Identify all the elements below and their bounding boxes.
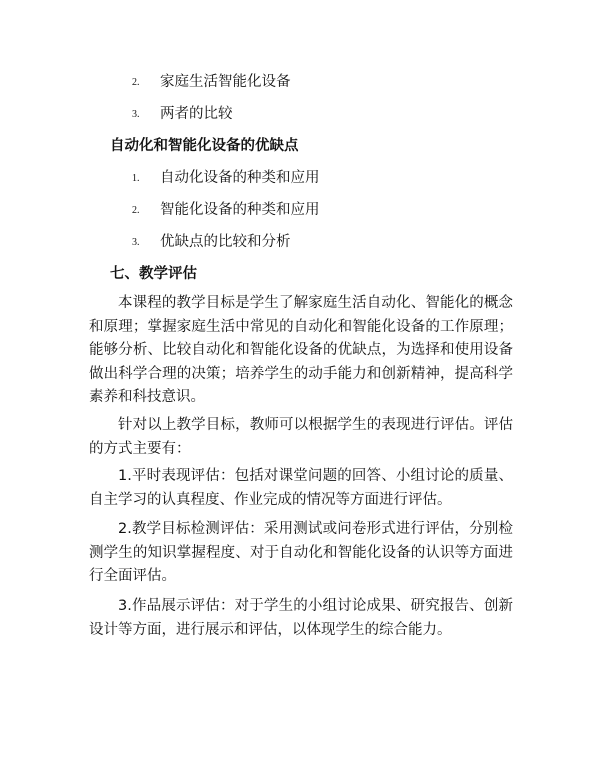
- list-number: 2.: [132, 77, 140, 88]
- list-item: [132, 104, 233, 125]
- list-number: 3.: [132, 109, 140, 120]
- subheading-pros-cons: 自动化和智能化设备的优缺点: [110, 138, 299, 154]
- list-item: [132, 72, 291, 93]
- section-heading-evaluation: 七、教学评估: [110, 266, 197, 282]
- list-text: 两者的比较: [160, 106, 233, 122]
- list-item: [132, 232, 291, 253]
- list-number: 1.: [132, 173, 140, 184]
- list-item: [132, 168, 320, 189]
- paragraph-evaluation-3: 3.作品展示评估：对于学生的小组讨论成果、研究报告、创新设计等方面，进行展示和评估，以体现学生的综合能力。: [89, 598, 513, 638]
- paragraph-evaluation-2: 2.教学目标检测评估：采用测试或问卷形式进行评估，分别检测学生的知识掌握程度、对于自动化和智能化设备的认识等方面进行全面评估。: [89, 521, 513, 584]
- list-text: 自动化设备的种类和应用: [160, 170, 320, 186]
- list-text: 优缺点的比较和分析: [160, 234, 291, 250]
- list-text: 家庭生活智能化设备: [160, 74, 291, 90]
- list-item: [132, 200, 320, 221]
- paragraph-evaluation-1: 1.平时表现评估：包括对课堂问题的回答、小组讨论的质量、自主学习的认真程度、作业完成的情况等方面进行评估。: [89, 468, 513, 508]
- list-number: 3.: [132, 237, 140, 248]
- paragraph-evaluation-intro: 针对以上教学目标，教师可以根据学生的表现进行评估。评估的方式主要有：: [89, 417, 513, 457]
- paragraph-objectives: 本课程的教学目标是学生了解家庭生活自动化、智能化的概念和原理；掌握家庭生活中常见的自动化和智能化设备的工作原理；能够分析、比较自动化和智能化设备的优缺点，为选择和使用设备做出科学合理的决策；培养学生的动手能力和创新精神，提高科学素养和科技意识。: [89, 295, 513, 405]
- list-number: 2.: [132, 205, 140, 216]
- list-text: 智能化设备的种类和应用: [160, 202, 320, 218]
